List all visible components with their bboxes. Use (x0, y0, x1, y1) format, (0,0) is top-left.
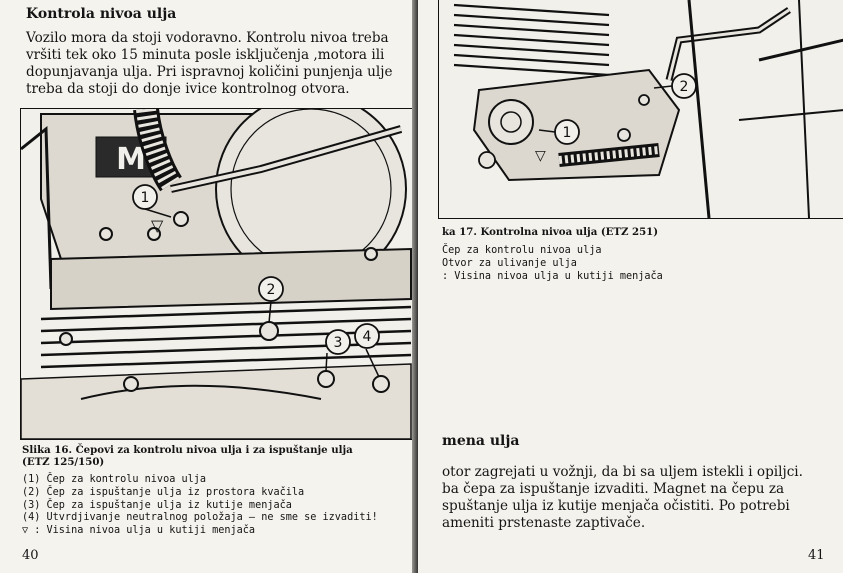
callout-1: 1 (140, 190, 150, 206)
callout-2: 2 (266, 282, 276, 298)
paragraph-line: dopunjavanja ulja. Pri ispravnoj količini punjenja ulje (26, 64, 393, 80)
right-page (418, 0, 843, 573)
figure-16-caption (22, 444, 353, 468)
paragraph-line: Vozilo mora da stoji vodoravno. Kontrolu nivoa treba (26, 30, 389, 46)
paragraph-line: ba čepa za ispuštanje izvaditi. Magnet na čepu za (442, 481, 785, 497)
paragraph-line: vršiti tek oko 15 minuta posle isključenja ,motora ili (26, 47, 385, 63)
paragraph-line: spuštanje ulja iz kutije menjača očistiti. Po potrebi (442, 498, 790, 514)
left-page (0, 0, 418, 573)
legend-item: Čep za kontrolu nivoa ulja (442, 245, 602, 256)
engine-illustration (21, 109, 413, 439)
engine-illustration-etz251 (439, 0, 843, 218)
page-number-right: 41 (808, 548, 825, 563)
section-heading: Kontrola nivoa ulja (26, 6, 177, 22)
paragraph-line: treba da stoji do donje ivice kontrolnog otvora. (26, 81, 350, 97)
level-symbol: ▽ (535, 148, 546, 164)
callout-2: 2 (679, 79, 689, 95)
page-number-left: 40 (22, 548, 39, 563)
callout-3: 3 (333, 335, 343, 351)
engine-figure-16 (20, 108, 414, 440)
legend-item: (3) Čep za ispuštanje ulja iz kutije menjača (22, 499, 292, 511)
figure-16-legend (22, 474, 378, 538)
legend-item: (2) Čep za ispuštanje ulja iz prostora kvačila (22, 486, 305, 498)
caption-line: Slika 16. Čepovi za kontrolu nivoa ulja i za ispuštanje ulja (22, 444, 353, 456)
legend-item: (4) Utvrdjivanje neutralnog položaja – ne sme se izvaditi! (22, 512, 378, 524)
paragraph-line: otor zagrejati u vožnji, da bi sa uljem istekli i opiljci. (442, 464, 803, 480)
legend-item: : Visina nivoa ulja u kutiji menjača (442, 270, 663, 282)
caption-line: (ETZ 125/150) (22, 456, 105, 468)
callout-4: 4 (362, 329, 372, 345)
level-symbol: ▽ (151, 216, 164, 235)
callout-1: 1 (562, 125, 572, 141)
engine-figure-17 (438, 0, 843, 219)
legend-item: Otvor za ulivanje ulja (442, 257, 577, 269)
brand-logo-text: M (116, 142, 146, 177)
paragraph-line: ameniti prstenaste zaptivače. (442, 515, 646, 531)
section-heading: mena ulja (442, 433, 520, 449)
figure-17-legend (442, 245, 663, 283)
legend-item: (1) Čep za kontrolu nivoa ulja (22, 474, 207, 485)
figure-17-caption: ka 17. Kontrolna nivoa ulja (ETZ 251) (442, 226, 659, 238)
oil-change-paragraph (442, 464, 840, 532)
intro-paragraph (26, 30, 412, 98)
legend-item: ▽ : Visina nivoa ulja u kutiji menjača (22, 525, 256, 537)
